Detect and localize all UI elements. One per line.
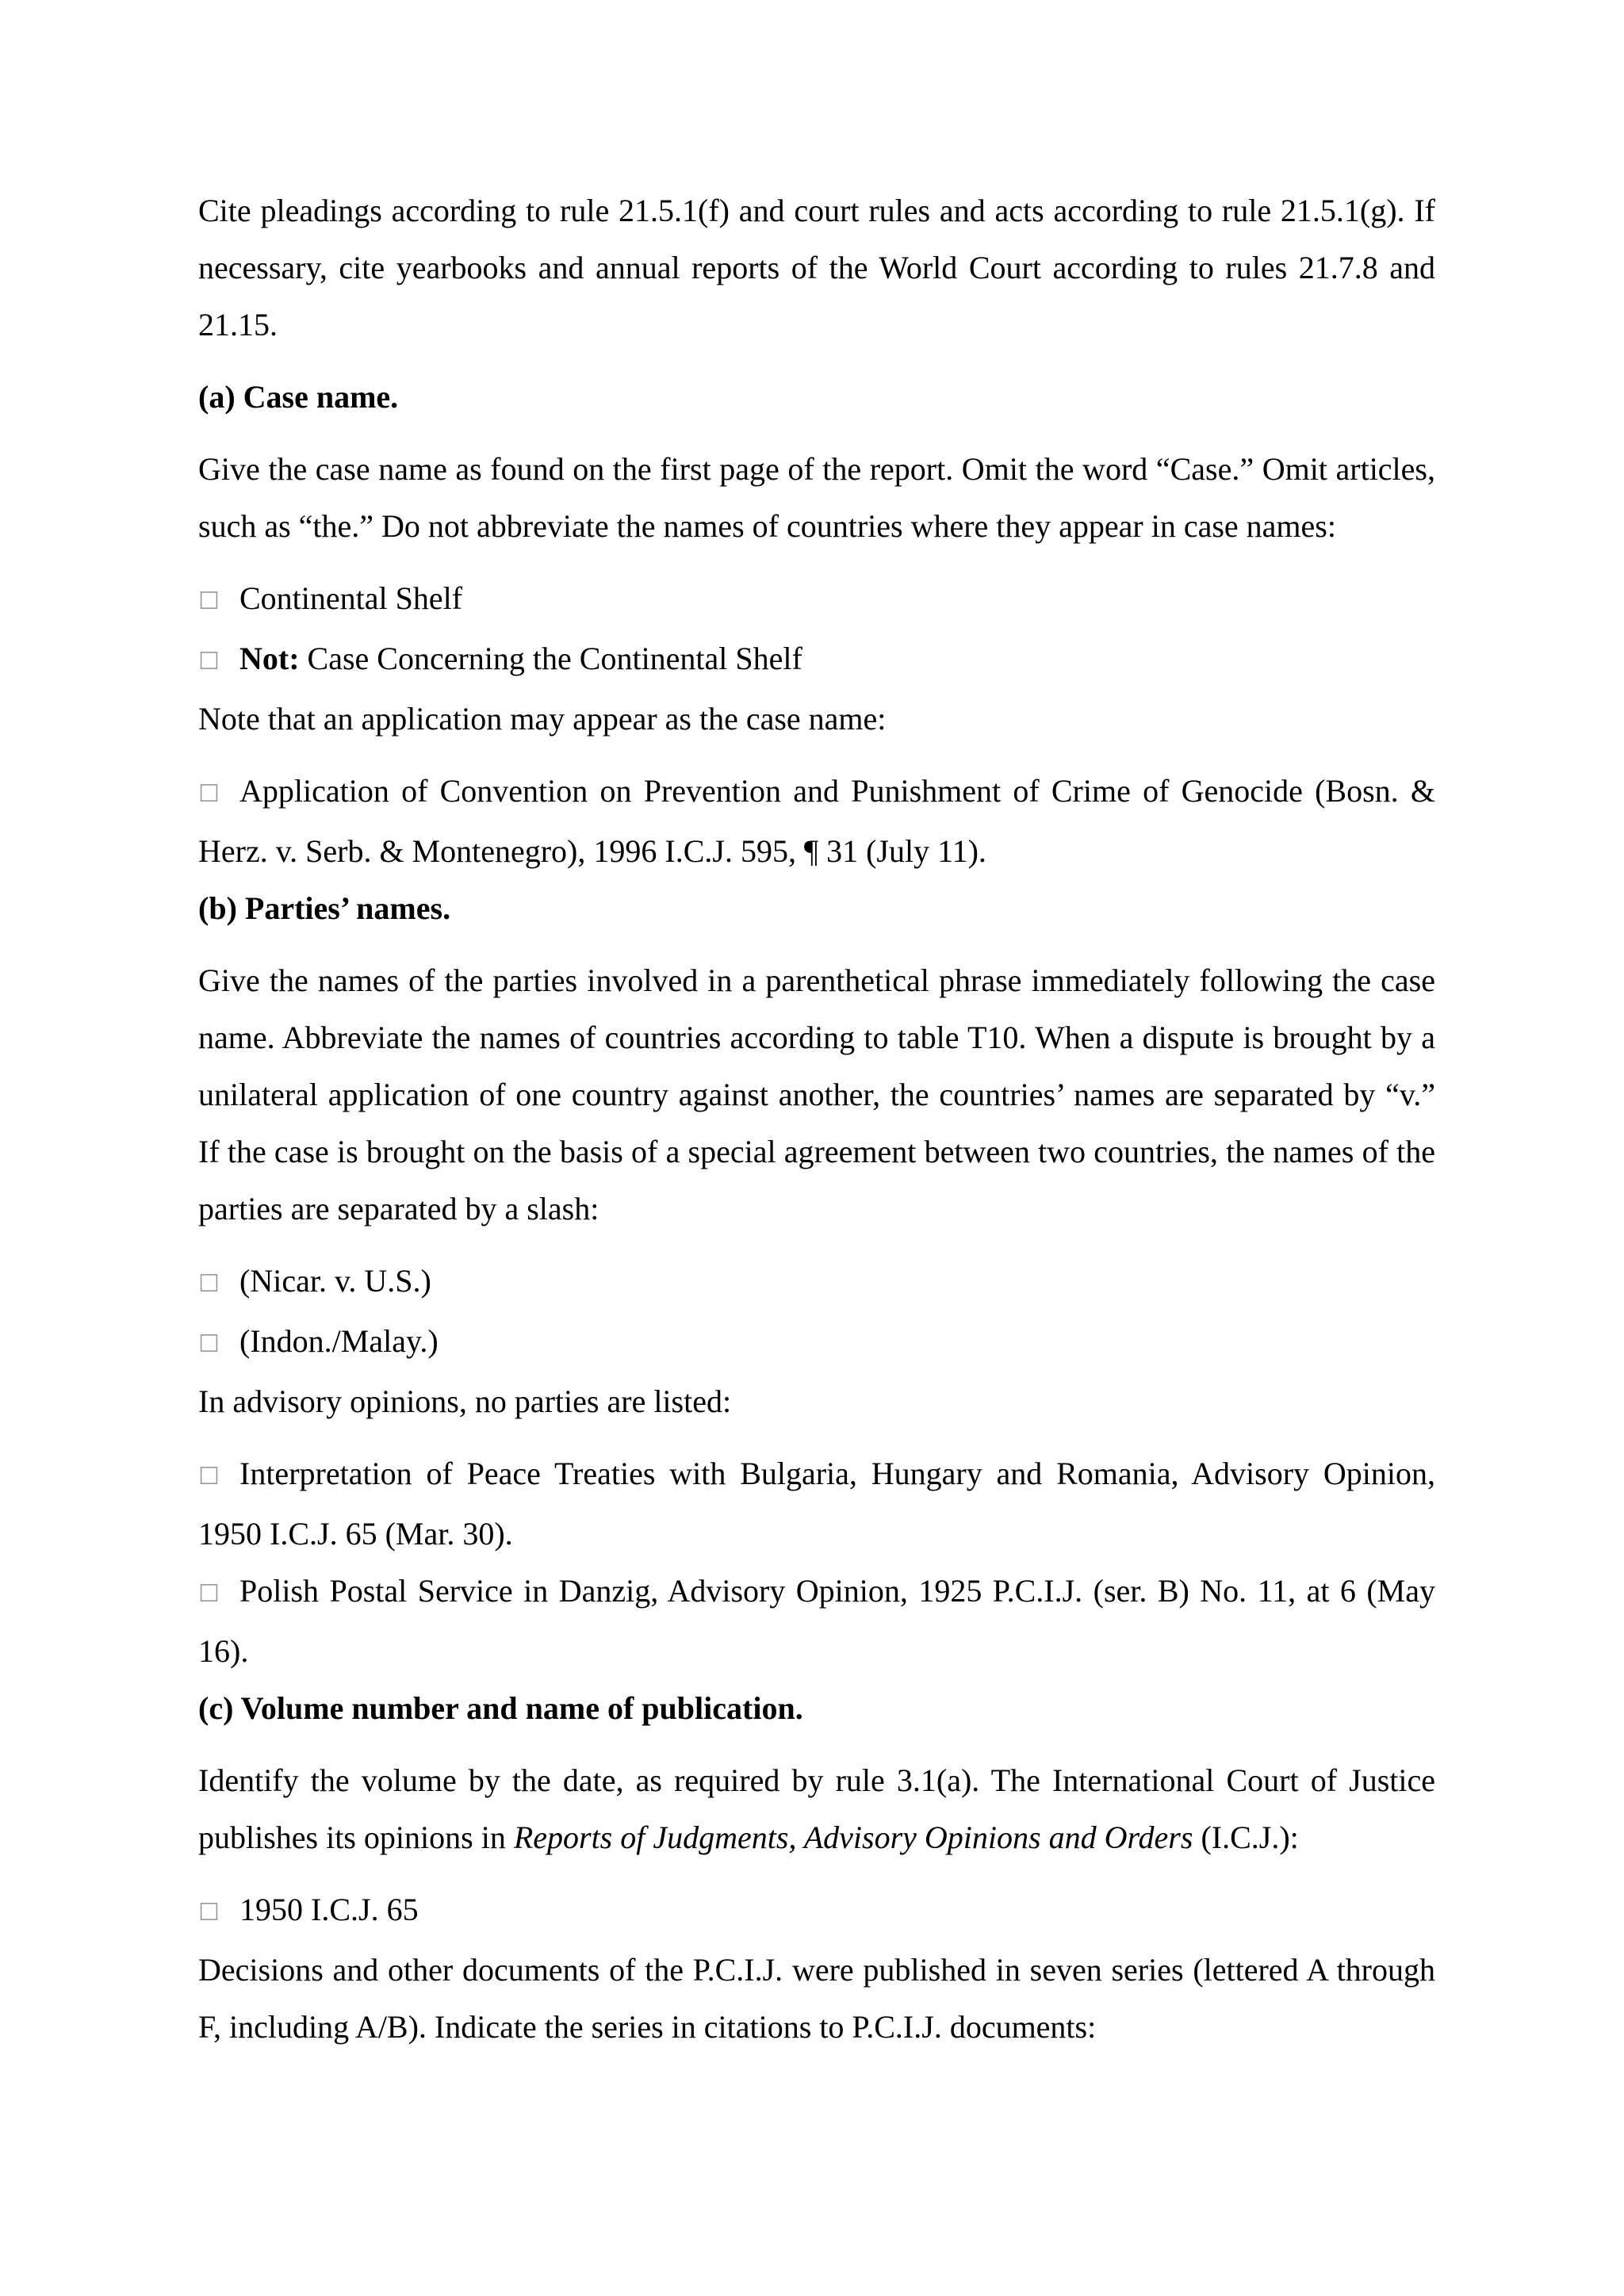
- section-b-body: Give the names of the parties involved in a parenthetical phrase immediately following the case name. Abbreviate the names of countries according to table T10. When a dispute is brought by a unilateral application of one country against another, the countries’ names are separated by “v.” If the case is brought on the basis of a special agreement between two countries, the names of the parties are separated by a slash:: [198, 962, 1435, 1226]
- bullet-box-icon: ☐: [198, 648, 220, 675]
- section-b-example-1: ☐ (Nicar. v. U.S.): [198, 1253, 1435, 1313]
- section-a-body: Give the case name as found on the first page of the report. Omit the word “Case.” Omit articles, such as “the.” Do not abbreviate the names of countries where they appear in case names:: [198, 451, 1435, 544]
- section-b-example-4: ☐ Polish Postal Service in Danzig, Advisory Opinion, 1925 P.C.I.J. (ser. B) No. 11, at 6 (May 16).: [198, 1563, 1435, 1680]
- section-c-body: Identify the volume by the date, as required by rule 3.1(a). The International Court of Justice publishes its opinions in Reports of Judgments, Advisory Opinions and Orders (I.C.J.):: [198, 1762, 1435, 1855]
- section-b-example-2: ☐ (Indon./Malay.): [198, 1313, 1435, 1373]
- bullet-box-icon: ☐: [198, 780, 220, 808]
- bullet-box-icon: ☐: [198, 587, 220, 615]
- section-a-example-2: ☐ Not: Case Concerning the Continental Shelf: [198, 630, 1435, 691]
- bullet-box-icon: ☐: [198, 1899, 220, 1927]
- section-b-example-3: ☐ Interpretation of Peace Treaties with Bulgaria, Hungary and Romania, Advisory Opinion, 1950 I.C.J. 65 (Mar. 30).: [198, 1445, 1435, 1563]
- bullet-box-icon: ☐: [198, 1270, 220, 1298]
- document-page: [198, 182, 1435, 2056]
- bullet-box-icon: ☐: [198, 1580, 220, 1608]
- section-a-note: Note that an application may appear as the case name:: [198, 701, 887, 737]
- section-a-example-3: ☐ Application of Convention on Prevention and Punishment of Crime of Genocide (Bosn. & Herz. v. Serb. & Montenegro), 1996 I.C.J. 595, ¶ 31 (July 11).: [198, 763, 1435, 880]
- section-c-note: Decisions and other documents of the P.C.I.J. were published in seven series (lettered A through F, including A/B). Indicate the series in citations to P.C.I.J. documents:: [198, 1952, 1435, 2045]
- section-c-example-1: ☐ 1950 I.C.J. 65: [198, 1881, 1435, 1942]
- section-a-heading: (a) Case name.: [198, 379, 399, 415]
- section-b-heading: (b) Parties’ names.: [198, 890, 451, 926]
- bullet-box-icon: ☐: [198, 1330, 220, 1358]
- bullet-box-icon: ☐: [198, 1463, 220, 1490]
- intro-paragraph: Cite pleadings according to rule 21.5.1(f) and court rules and acts according to rule 21.5.1(g). If necessary, cite yearbooks and annual reports of the World Court according to rules 21.7.8 and 21.15.: [198, 193, 1435, 342]
- publication-title: Reports of Judgments, Advisory Opinions and Orders: [513, 1820, 1193, 1855]
- section-c-heading: (c) Volume number and name of publication.: [198, 1690, 803, 1726]
- section-b-note: In advisory opinions, no parties are listed:: [198, 1383, 732, 1419]
- section-a-example-1: ☐ Continental Shelf: [198, 570, 1435, 630]
